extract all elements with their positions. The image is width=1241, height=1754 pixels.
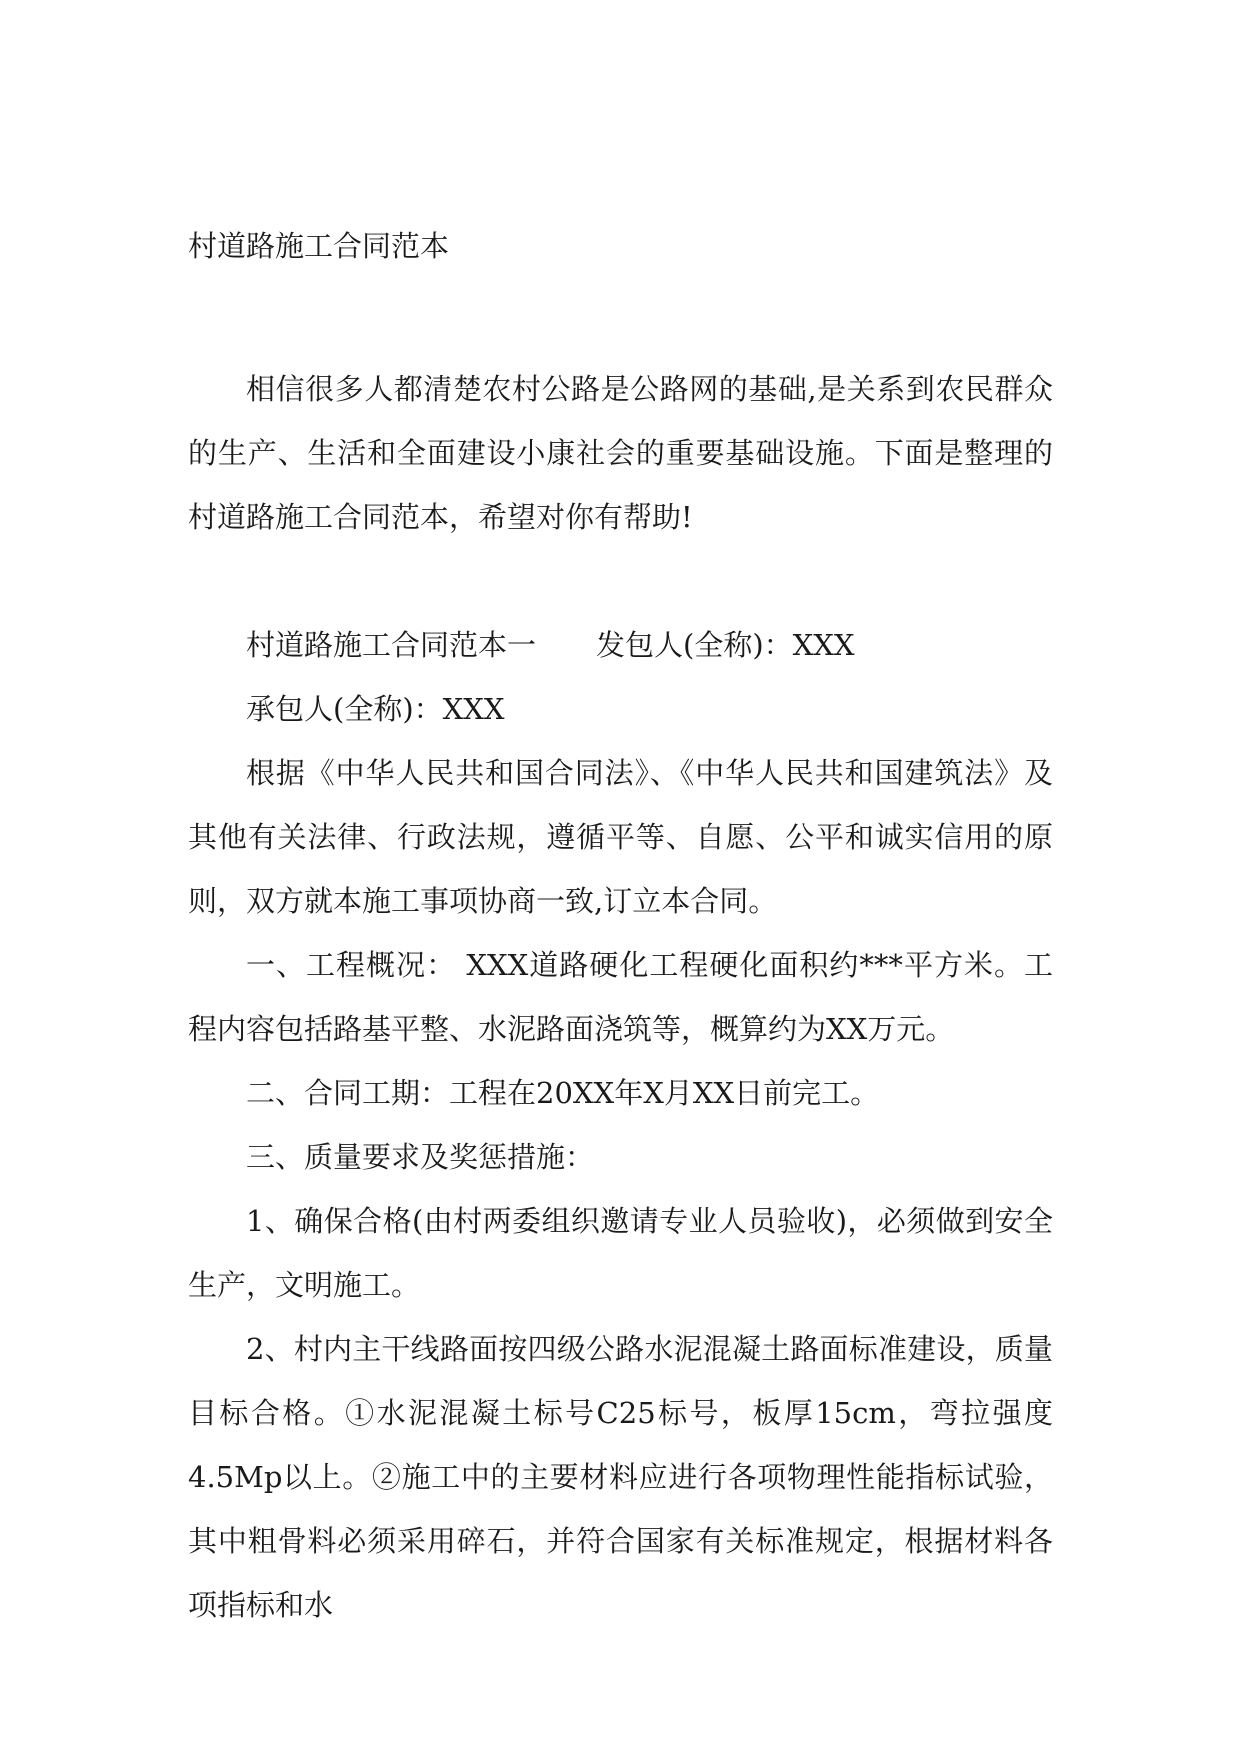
quality-heading: 三、质量要求及奖惩措施： <box>246 1140 595 1174</box>
contract-heading-line <box>188 613 1053 677</box>
intro-paragraph: 相信很多人都清楚农村公路是公路网的基础,是关系到农民群众的生产、生活和全面建设小康社会的重要基础设施。下面是整理的村道路施工合同范本，希望对你有帮助! <box>188 372 1053 534</box>
overview-paragraph: 一、工程概况： XXX道路硬化工程硬化面积约***平方米。工程内容包括路基平整、水泥路面浇筑等，概算约为XX万元。 <box>188 948 1053 1046</box>
party-a-line: 发包人(全称)：XXX <box>596 628 855 662</box>
quality-item-2: 2、村内主干线路面按四级公路水泥混凝土路面标准建设，质量目标合格。①水泥混凝土标号C25标号，板厚15cm，弯拉强度4.5Mp以上。②施工中的主要材料应进行各项物理性能指标试验，其中粗骨料必须采用碎石，并符合国家有关标准规定，根据材料各项指标和水 <box>188 1332 1053 1622</box>
section-title: 村道路施工合同范本一 <box>246 628 537 662</box>
document-body <box>188 357 1053 1637</box>
period-paragraph: 二、合同工期：工程在20XX年X月XX日前完工。 <box>246 1076 880 1110</box>
party-b-line: 承包人(全称)：XXX <box>246 692 505 726</box>
quality-item-1: 1、确保合格(由村两委组织邀请专业人员验收)，必须做到安全生产，文明施工。 <box>188 1204 1053 1302</box>
basis-paragraph: 根据《中华人民共和国合同法》、《中华人民共和国建筑法》及其他有关法律、行政法规，遵循平等、自愿、公平和诚实信用的原则，双方就本施工事项协商一致,订立本合同。 <box>188 756 1053 918</box>
document-title: 村道路施工合同范本 <box>188 229 450 263</box>
